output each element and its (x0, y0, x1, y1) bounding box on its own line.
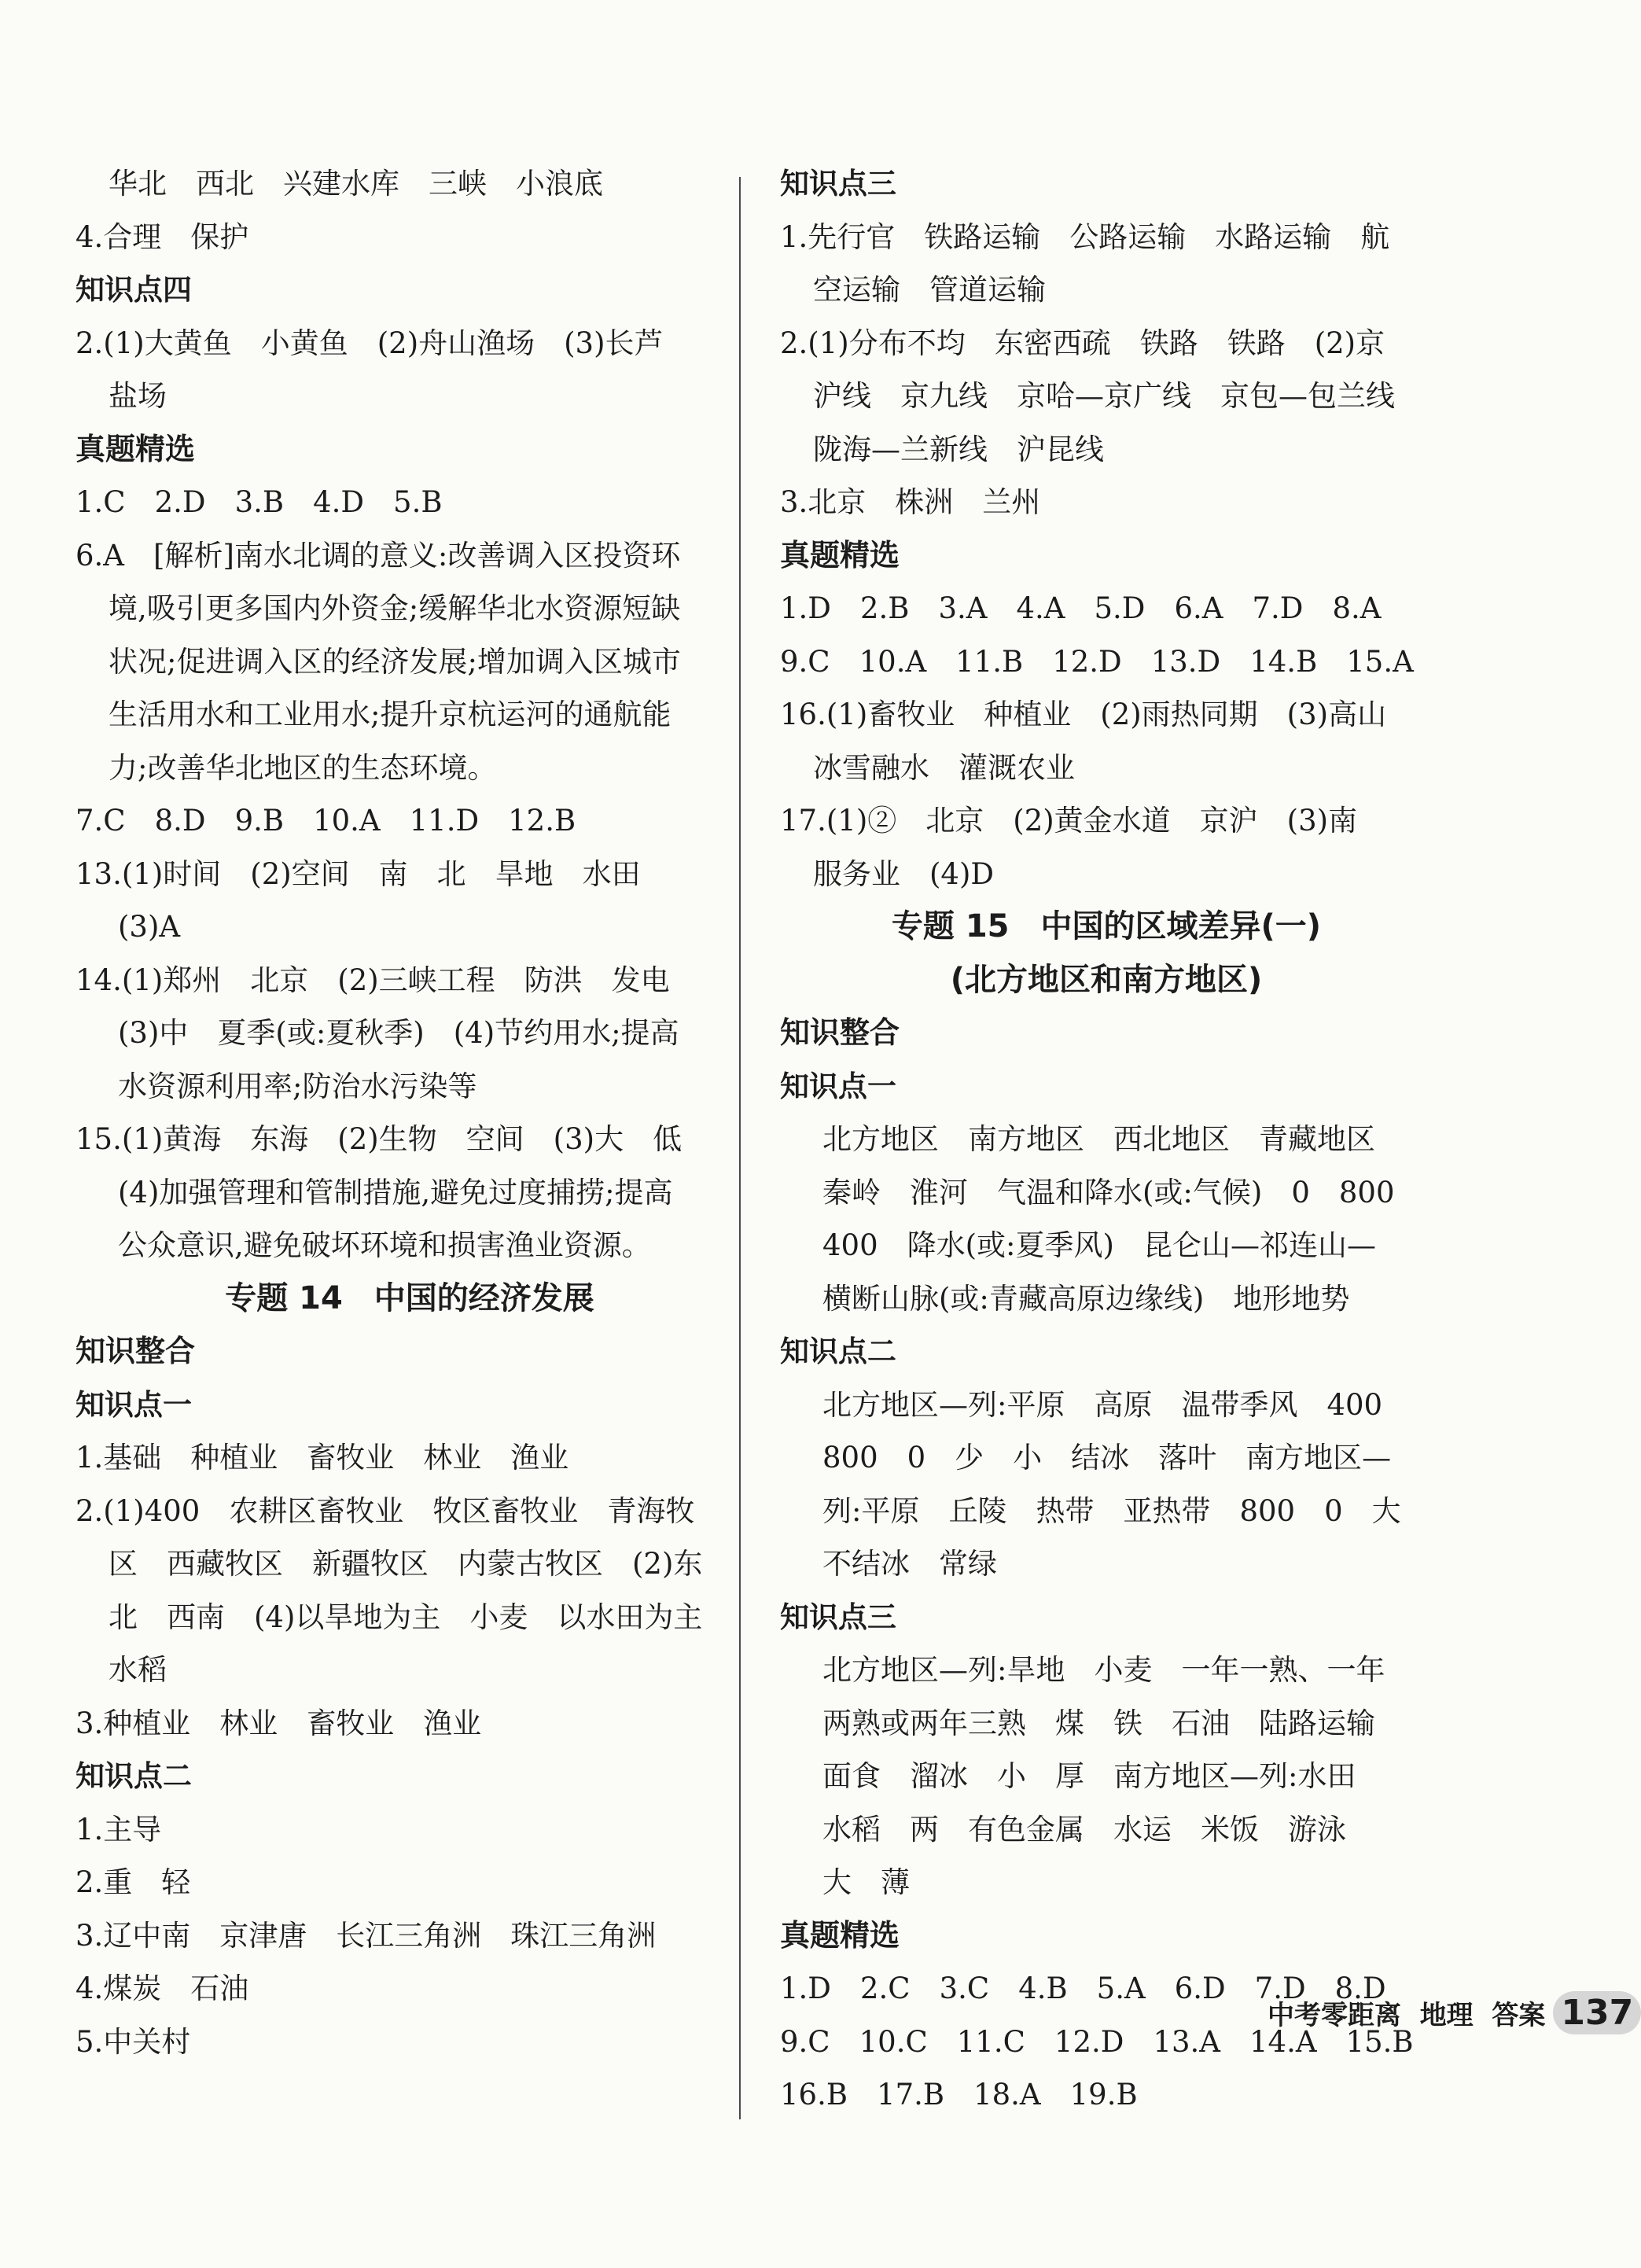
section-heading: 知识点四 (75, 273, 192, 307)
section-heading: 真题精选 (780, 1917, 900, 1953)
answer-line: 1.基础 种植业 畜牧业 林业 渔业 (75, 1441, 569, 1475)
answer-line: 北 西南 (4)以旱地为主 小麦 以水田为主 (109, 1600, 703, 1634)
section-heading: 真题精选 (75, 431, 196, 466)
answer-line: 1.先行官 铁路运输 公路运输 水路运输 航 (780, 219, 1390, 254)
section-heading: 知识点三 (780, 1600, 896, 1634)
answer-line: 6.A [解析]南水北调的意义:改善调入区投资环 (75, 538, 681, 573)
answer-line: 沪线 京九线 京哈—京广线 京包—包兰线 (813, 379, 1395, 413)
answer-line: 3.种植业 林业 畜牧业 渔业 (75, 1706, 482, 1740)
answer-line: 空运输 管道运输 (813, 273, 1046, 307)
footer-subject: 地理 (1419, 1999, 1474, 2031)
answer-line: 冰雪融水 灌溉农业 (813, 750, 1075, 785)
answer-line: 盐场 (109, 379, 167, 413)
answer-line: 陇海—兰新线 沪昆线 (813, 432, 1104, 466)
answer-line: 2.(1)400 农耕区畜牧业 牧区畜牧业 青海牧 (75, 1493, 695, 1528)
answer-line: 13.(1)时间 (2)空间 南 北 旱地 水田 (75, 856, 641, 891)
answer-line: 生活用水和工业用水;提升京杭运河的通航能 (109, 698, 671, 731)
answer-line: 横断山脉(或:青藏高原边缘线) 地形地势 (822, 1281, 1350, 1316)
answer-line: 境,吸引更多国内外资金;缓解华北水资源短缺 (109, 591, 681, 625)
answer-line: 9.C 10.A 11.B 12.D 13.D 14.B 15.A (780, 644, 1414, 679)
answer-line: 力;改善华北地区的生态环境。 (109, 750, 497, 785)
answer-line: 服务业 (4)D (813, 856, 995, 891)
answer-line: 2.(1)大黄鱼 小黄鱼 (2)舟山渔场 (3)长芦 (75, 326, 664, 360)
answer-line: 两熟或两年三熟 煤 铁 石油 陆路运输 (822, 1706, 1375, 1740)
answer-line: 16.(1)畜牧业 种植业 (2)雨热同期 (3)高山 (780, 698, 1387, 731)
section-heading: 知识点二 (75, 1759, 192, 1793)
answer-line: 3.辽中南 京津唐 长江三角洲 珠江三角洲 (75, 1918, 657, 1953)
answer-line: 800 0 少 小 结冰 落叶 南方地区— (822, 1441, 1392, 1475)
page-footer (1268, 1985, 1641, 2040)
answer-line: (3)中 夏季(或:夏秋季) (4)节约用水;提高 (118, 1016, 679, 1050)
answer-line: 400 降水(或:夏季风) 昆仑山—祁连山— (822, 1228, 1376, 1262)
answer-line: 大 薄 (822, 1865, 910, 1899)
section-heading: 知识整合 (780, 1015, 900, 1050)
left-column (75, 157, 744, 2068)
section-heading: 知识点三 (780, 167, 896, 201)
answer-line: 2.重 轻 (75, 1865, 191, 1899)
answer-line: (3)A (118, 910, 181, 944)
section-heading: 真题精选 (780, 537, 900, 573)
answer-line: 1.D 2.B 3.A 4.A 5.D 6.A 7.D 8.A (780, 591, 1382, 625)
answer-line: 北方地区—列:旱地 小麦 一年一熟、一年 (822, 1653, 1385, 1687)
topic-title: (北方地区和南方地区) (950, 961, 1263, 998)
answer-line: 1.C 2.D 3.B 4.D 5.B (75, 485, 443, 519)
answer-line: 水稻 (109, 1653, 167, 1687)
answer-line: 4.合理 保护 (75, 219, 249, 254)
answer-line: 区 西藏牧区 新疆牧区 内蒙古牧区 (2)东 (109, 1547, 703, 1581)
section-heading: 知识点二 (780, 1335, 896, 1368)
topic-title: 专题 14 中国的经济发展 (225, 1279, 594, 1316)
answer-line: 5.中关村 (75, 2024, 191, 2059)
footer-section: 答案 (1492, 1999, 1546, 2031)
answer-line: 16.B 17.B 18.A 19.B (780, 2078, 1138, 2112)
answer-line: 状况;促进调入区的经济发展;增加调入区城市 (109, 644, 681, 679)
answer-line: 7.C 8.D 9.B 10.A 11.D 12.B (75, 804, 576, 838)
section-heading: 知识整合 (75, 1334, 196, 1368)
answer-line: 3.北京 株洲 兰州 (780, 485, 1041, 519)
answer-line: 面食 溜冰 小 厚 南方地区—列:水田 (822, 1759, 1356, 1793)
answer-line: 北方地区 南方地区 西北地区 青藏地区 (822, 1122, 1375, 1156)
answer-line: 15.(1)黄海 东海 (2)生物 空间 (3)大 低 (75, 1122, 683, 1156)
answer-line: 北方地区—列:平原 高原 温带季风 400 (822, 1387, 1383, 1422)
answer-line: 17.(1)② 北京 (2)黄金水道 京沪 (3)南 (780, 804, 1358, 838)
footer-book-title: 中考零距离 (1268, 1999, 1401, 2031)
answer-line: 2.(1)分布不均 东密西疏 铁路 铁路 (2)京 (780, 326, 1385, 360)
page-number: 137 (1553, 1991, 1641, 2034)
answer-line: (4)加强管理和管制措施,避免过度捕捞;提高 (118, 1175, 673, 1209)
answer-line: 水稻 两 有色金属 水运 米饭 游泳 (822, 1812, 1346, 1846)
right-column (780, 157, 1433, 2122)
answer-line: 公众意识,避免破坏环境和损害渔业资源。 (118, 1228, 651, 1262)
section-heading: 知识点一 (75, 1387, 192, 1422)
answer-line: 4.煤炭 石油 (75, 1972, 249, 2005)
answer-line: 14.(1)郑州 北京 (2)三峡工程 防洪 发电 (75, 963, 670, 997)
answer-line: 1.D 2.C 3.C 4.B 5.A 6.D 7.D 8.D (780, 1972, 1386, 2005)
answer-line: 9.C 10.C 11.C 12.D 13.A 14.A 15.B (780, 2024, 1414, 2059)
answer-line: 1.主导 (75, 1812, 162, 1846)
answer-line: 不结冰 常绿 (822, 1547, 997, 1581)
topic-title: 专题 15 中国的区域差异(一) (891, 908, 1322, 944)
answer-line: 水资源利用率;防治水污染等 (118, 1069, 477, 1103)
section-heading: 知识点一 (780, 1069, 896, 1103)
answer-line: 秦岭 淮河 气温和降水(或:气候) 0 800 (822, 1175, 1395, 1209)
column-divider (739, 177, 741, 2119)
answer-line: 列:平原 丘陵 热带 亚热带 800 0 大 (822, 1493, 1401, 1528)
answer-line: 华北 西北 兴建水库 三峡 小浪底 (109, 167, 603, 201)
